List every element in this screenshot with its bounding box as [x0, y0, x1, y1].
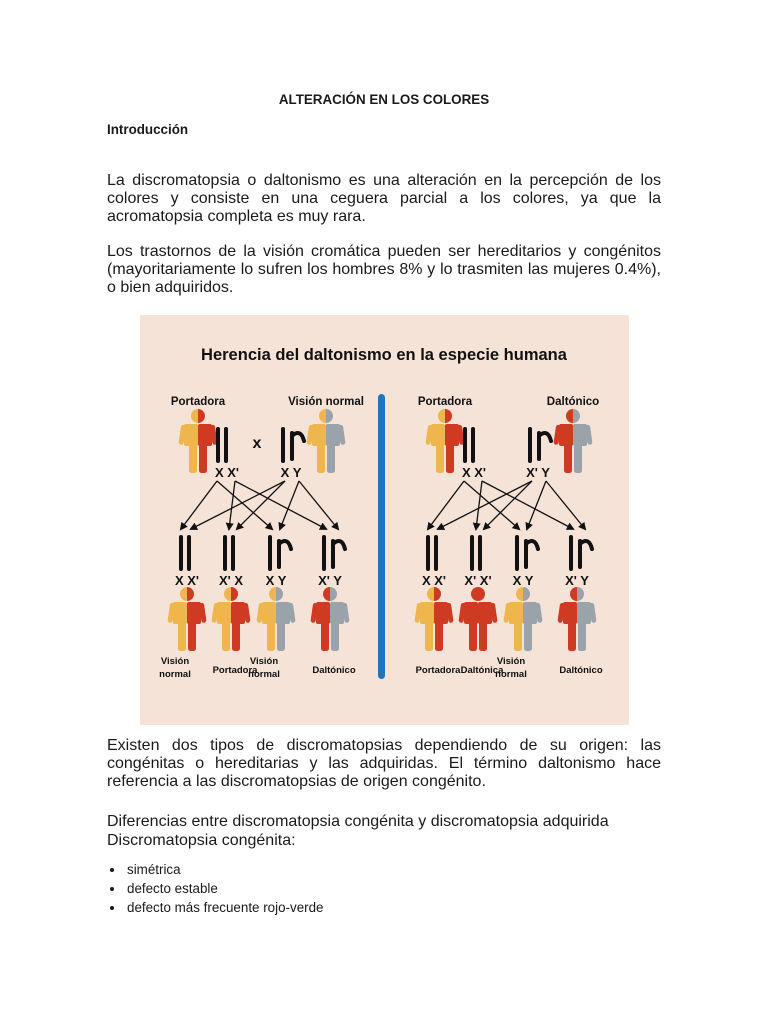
- person-torso-half: [326, 424, 340, 446]
- person-leg-half: [178, 621, 186, 651]
- person-leg-half: [232, 621, 240, 651]
- person-torso-half: [198, 424, 212, 446]
- list-item: • defecto estable: [125, 879, 324, 898]
- person-leg-half: [436, 443, 444, 473]
- subheading-congenital: Discromatopsia congénita:: [107, 832, 296, 849]
- person-leg-half: [188, 621, 196, 651]
- person-torso-half: [445, 424, 459, 446]
- person-leg-half: [425, 621, 433, 651]
- list-item: • simétrica: [125, 860, 324, 879]
- left-child2-chromosomes-a: [223, 535, 227, 571]
- left-parent1-label: Portadora: [170, 396, 226, 408]
- left-parent1-genotype: X X': [214, 465, 240, 480]
- person-torso-half: [184, 424, 198, 446]
- left-child3-genotype: X Y: [265, 573, 287, 588]
- right-child1-chromosomes-a: [426, 535, 430, 571]
- person-leg-half: [222, 621, 230, 651]
- person-torso-half: [577, 602, 591, 624]
- person-leg-half: [327, 443, 335, 473]
- left-child3-label-line1: Visión: [249, 656, 279, 667]
- right-child1-chromosomes-b: [434, 535, 438, 571]
- right-parent2-label: Daltónico: [546, 396, 600, 408]
- person-torso-half: [563, 602, 577, 624]
- person-torso-half: [559, 424, 573, 446]
- left-parent1-chromosomes-a: [216, 427, 220, 463]
- right-child1-label: Portadora: [415, 665, 461, 676]
- inheritance-figure: [140, 315, 629, 725]
- panel-divider: [378, 394, 385, 679]
- person-leg-half: [331, 621, 339, 651]
- right-child3-label-line1: Visión: [496, 656, 526, 667]
- person-leg-half: [479, 621, 487, 651]
- left-child1-genotype: X X': [174, 573, 200, 588]
- paragraph-disorders: Los trastornos de la visión cromática pueden ser hereditarios y congénitos (mayoritariamente lo sufren los hombres 8% y lo trasmiten las mujeres 0.4%), o bien adquiridos.: [107, 243, 661, 296]
- right-parent1-chromosomes-b: [471, 427, 475, 463]
- person-torso-half: [231, 602, 245, 624]
- person-torso-half: [276, 602, 290, 624]
- right-parent2-genotype: X' Y: [526, 465, 550, 480]
- right-child3-chromosomes-x: [515, 535, 519, 571]
- paragraph-differences: Diferencias entre discromatopsia congénita y discromatopsia adquirida: [107, 813, 609, 830]
- left-child1-chromosomes-a: [179, 535, 183, 571]
- left-child3-chromosomes-x: [268, 535, 272, 571]
- document-title: ALTERACIÓN EN LOS COLORES: [278, 92, 490, 107]
- person-torso-half: [509, 602, 523, 624]
- left-child2-genotype: X' X: [218, 573, 244, 588]
- left-parent2-label: Visión normal: [288, 396, 364, 408]
- right-child2-genotype: X' X': [464, 573, 492, 588]
- left-child2-label: Portadora: [212, 665, 258, 676]
- person-leg-half: [469, 621, 477, 651]
- left-child1-chromosomes-b: [187, 535, 191, 571]
- left-parent2-chromosomes-x: [281, 427, 285, 463]
- right-child2-chromosomes-b: [478, 535, 482, 571]
- right-parent2-chromosomes-x: [528, 427, 532, 463]
- person-torso-half: [478, 602, 492, 624]
- person-leg-half: [199, 443, 207, 473]
- right-child2-label: Daltónica: [460, 665, 504, 676]
- person-leg-half: [446, 443, 454, 473]
- person-leg-half: [321, 621, 329, 651]
- left-parent2-genotype: X Y: [280, 465, 302, 480]
- left-child2-chromosomes-b: [231, 535, 235, 571]
- left-child4-label: Daltónico: [312, 665, 356, 676]
- right-child2-chromosomes-a: [470, 535, 474, 571]
- person-torso-half: [434, 602, 448, 624]
- cross-symbol: x: [252, 435, 262, 452]
- person-leg-half: [189, 443, 197, 473]
- person-torso-half: [573, 424, 587, 446]
- right-child4-label: Daltónico: [559, 665, 603, 676]
- right-parent1-genotype: X X': [461, 465, 487, 480]
- person-leg-half: [435, 621, 443, 651]
- person-torso-half: [330, 602, 344, 624]
- person-torso-half: [173, 602, 187, 624]
- right-child3-label-line2: normal: [495, 669, 527, 680]
- left-child1-label-line1: Visión: [160, 656, 190, 667]
- right-parent1-label: Portadora: [417, 396, 473, 408]
- right-parent1-chromosomes-a: [463, 427, 467, 463]
- person-torso-half: [316, 602, 330, 624]
- figure-title: Herencia del daltonismo en la especie humana: [201, 346, 567, 364]
- person-torso-half: [187, 602, 201, 624]
- left-child1-label-line2: normal: [159, 669, 191, 680]
- person-torso-half: [217, 602, 231, 624]
- left-child3-label-line2: normal: [248, 669, 280, 680]
- congenital-features-list: [107, 860, 324, 917]
- inheritance-diagram: [140, 315, 629, 725]
- left-child4-genotype: X' Y: [318, 573, 342, 588]
- list-item: • defecto más frecuente rojo-verde: [125, 898, 324, 917]
- person-leg-half: [267, 621, 275, 651]
- person-leg-half: [514, 621, 522, 651]
- right-child4-genotype: X' Y: [565, 573, 589, 588]
- paragraph-types: Existen dos tipos de discromatopsias dependiendo de su origen: las congénitas o hereditarias y las adquiridas. El término daltonismo hace referencia a las discromatopsias de origen congénito.: [107, 737, 661, 790]
- left-child4-chromosomes-x: [322, 535, 326, 571]
- person-torso-half: [420, 602, 434, 624]
- person-leg-half: [574, 443, 582, 473]
- section-heading: Introducción: [107, 122, 189, 137]
- right-child4-chromosomes-x: [569, 535, 573, 571]
- person-torso-half: [431, 424, 445, 446]
- person-torso-half: [312, 424, 326, 446]
- person-leg-half: [568, 621, 576, 651]
- paragraph-intro: La discromatopsia o daltonismo es una alteración en la percepción de los colores y consiste en una ceguera parcial a los colores, ya que la acromatopsia completa es muy rara.: [107, 172, 661, 225]
- left-parent1-chromosomes-b: [224, 427, 228, 463]
- person-leg-half: [317, 443, 325, 473]
- right-child1-genotype: X X': [421, 573, 447, 588]
- person-leg-half: [578, 621, 586, 651]
- right-child3-genotype: X Y: [512, 573, 534, 588]
- person-torso-half: [523, 602, 537, 624]
- person-torso-half: [262, 602, 276, 624]
- person-torso-half: [464, 602, 478, 624]
- person-leg-half: [524, 621, 532, 651]
- person-leg-half: [277, 621, 285, 651]
- person-leg-half: [564, 443, 572, 473]
